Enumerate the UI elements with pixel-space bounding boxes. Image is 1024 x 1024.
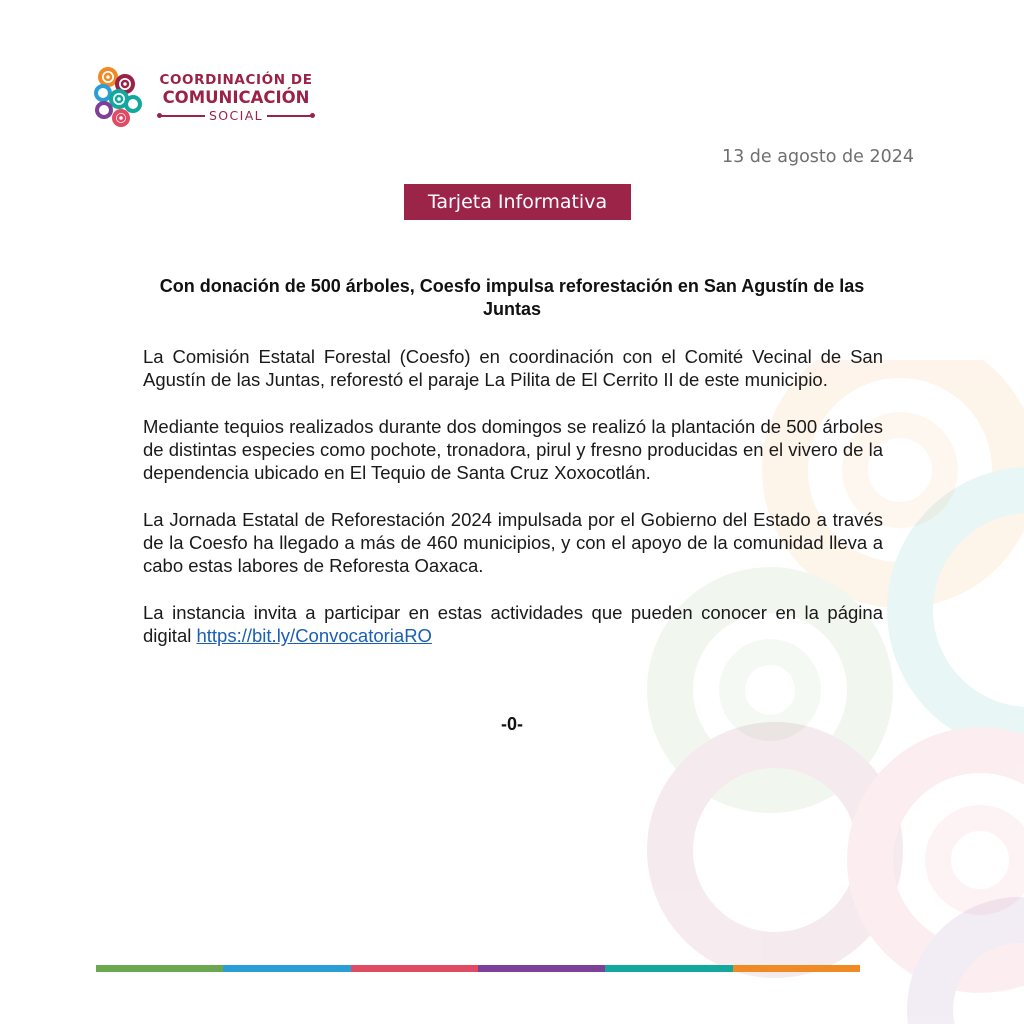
paragraph-2: Mediante tequios realizados durante dos domingos se realizó la plantación de 500 árboles de distintas especies como pochote, tronadora, pirul y fresno producidas en el vivero de la dependencia ubicado en El Tequio de Santa Cruz Xoxocotlán. <box>143 415 883 484</box>
paragraph-1: La Comisión Estatal Forestal (Coesfo) en coordinación con el Comité Vecinal de San Agustín de las Juntas, reforestó el paraje La Pilita de El Cerrito II de este municipio. <box>143 346 883 391</box>
article-body <box>143 345 883 671</box>
footer-bar-segment <box>733 965 860 972</box>
footer-bar-segment <box>605 965 732 972</box>
footer-bar-segment <box>478 965 605 972</box>
footer-bar-segment <box>351 965 478 972</box>
org-logo <box>94 66 324 132</box>
org-name-line1: COORDINACIÓN DE <box>159 72 313 88</box>
org-name-line3: SOCIAL <box>208 108 264 123</box>
footer-color-bar <box>96 965 860 972</box>
footer-bar-segment <box>96 965 223 972</box>
closing-mark: -0- <box>501 714 523 734</box>
org-logo-icon <box>94 66 142 128</box>
paragraph-3: La Jornada Estatal de Reforestación 2024 impulsada por el Gobierno del Estado a través de la Coesfo ha llegado a más de 460 municipios, y con el apoyo de la comunidad lleva a cabo estas labores de Reforesta Oaxaca. <box>143 509 883 577</box>
logo-rule-left <box>159 115 205 117</box>
document-type-badge: Tarjeta Informativa <box>404 184 631 220</box>
convocatoria-link[interactable]: https://bit.ly/ConvocatoriaRO <box>196 625 432 647</box>
org-name-line2: COMUNICACIÓN <box>162 88 310 107</box>
paragraph-4 <box>143 601 883 647</box>
publication-date: 13 de agosto de 2024 <box>721 147 914 167</box>
paragraph-4-text: La instancia invita a participar en estas actividades que pueden conocer en la página digital <box>143 602 883 647</box>
logo-rule-right <box>267 115 313 117</box>
footer-bar-segment <box>223 965 350 972</box>
headline: Con donación de 500 árboles, Coesfo impulsa reforestación en San Agustín de las Juntas <box>159 276 865 319</box>
